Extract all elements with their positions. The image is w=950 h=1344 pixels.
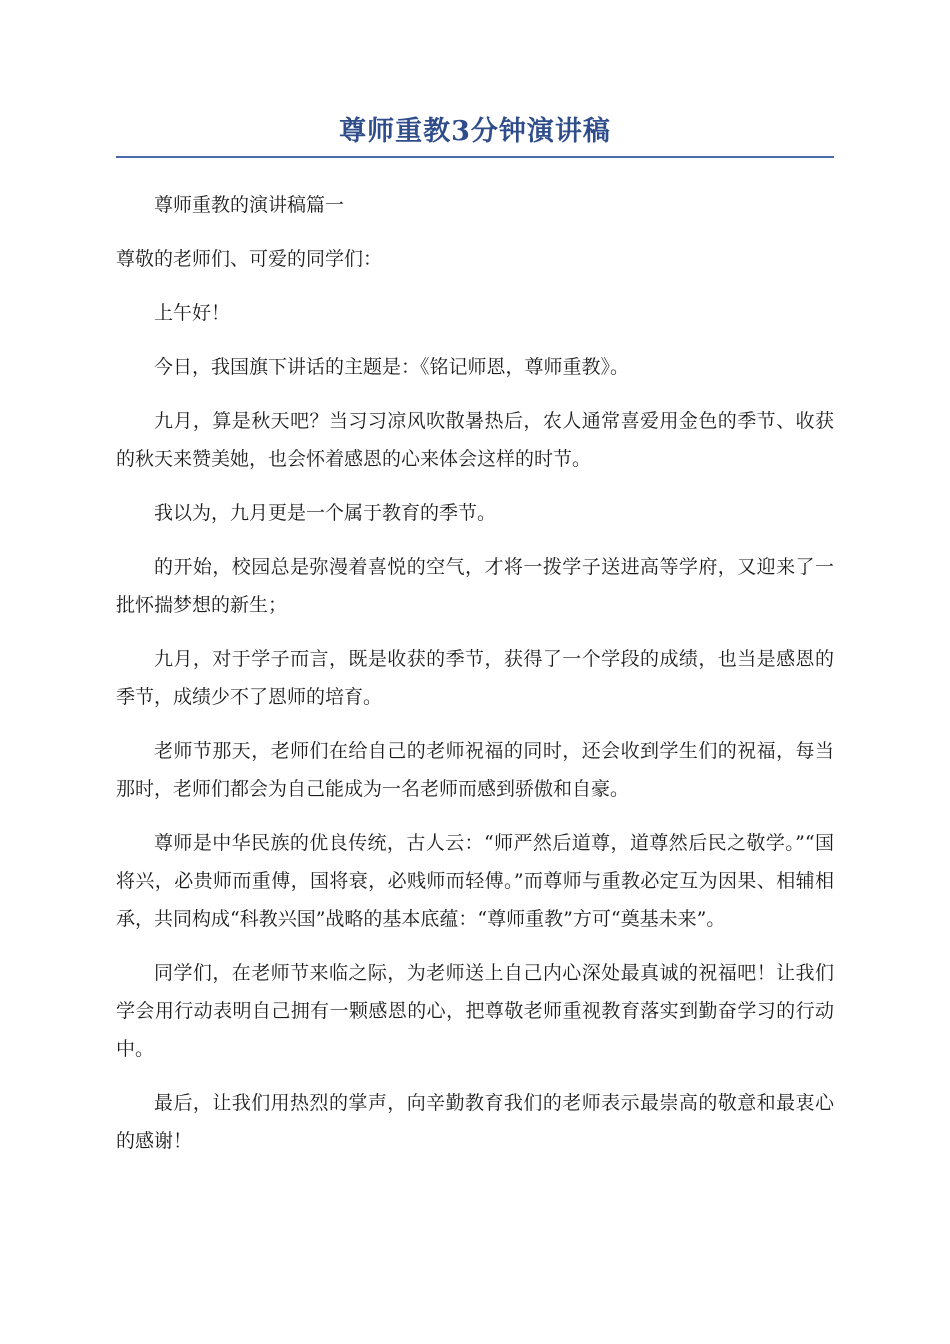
paragraph: 今日，我国旗下讲话的主题是：《铭记师恩，尊师重教》。	[154, 356, 630, 378]
paragraph: 九月，算是秋天吧？当习习凉风吹散暑热后，农人通常喜爱用金色的季节、收获的秋天来赞美她，也会怀着感恩的心来体会这样的时节。	[116, 410, 834, 470]
paragraph: 尊师是中华民族的优良传统，古人云：“师严然后道尊，道尊然后民之敬学。”“国将兴，必贵师而重傅，国将衰，必贱师而轻傅。”而尊师与重教必定互为因果、相辅相承，共同构成“科教兴国”战略的基本底蕴：“尊师重教”方可“奠基未来”。	[116, 832, 834, 930]
document-body	[116, 186, 834, 1160]
document-page	[116, 110, 834, 1176]
title-underline	[116, 156, 834, 158]
paragraph-greeting: 上午好！	[154, 302, 231, 324]
document-title: 尊师重教3分钟演讲稿	[339, 116, 611, 147]
paragraph-closing: 最后，让我们用热烈的掌声，向辛勤教育我们的老师表示最崇高的敬意和最衷心的感谢！	[116, 1092, 834, 1152]
paragraph-heading: 尊师重教的演讲稿篇一	[154, 194, 345, 216]
paragraph-salutation: 尊敬的老师们、可爱的同学们：	[116, 248, 383, 270]
paragraph: 九月，对于学子而言，既是收获的季节，获得了一个学段的成绩，也当是感恩的季节，成绩少不了恩师的培育。	[116, 648, 834, 708]
paragraph: 我以为，九月更是一个属于教育的季节。	[154, 502, 497, 524]
paragraph: 同学们，在老师节来临之际，为老师送上自己内心深处最真诚的祝福吧！让我们学会用行动表明自己拥有一颗感恩的心，把尊敬老师重视教育落实到勤奋学习的行动中。	[116, 962, 834, 1060]
paragraph: 老师节那天，老师们在给自己的老师祝福的同时，还会收到学生们的祝福，每当那时，老师们都会为自己能成为一名老师而感到骄傲和自豪。	[116, 740, 834, 800]
paragraph: 的开始，校园总是弥漫着喜悦的空气，才将一拨学子送进高等学府，又迎来了一批怀揣梦想的新生；	[116, 556, 834, 616]
